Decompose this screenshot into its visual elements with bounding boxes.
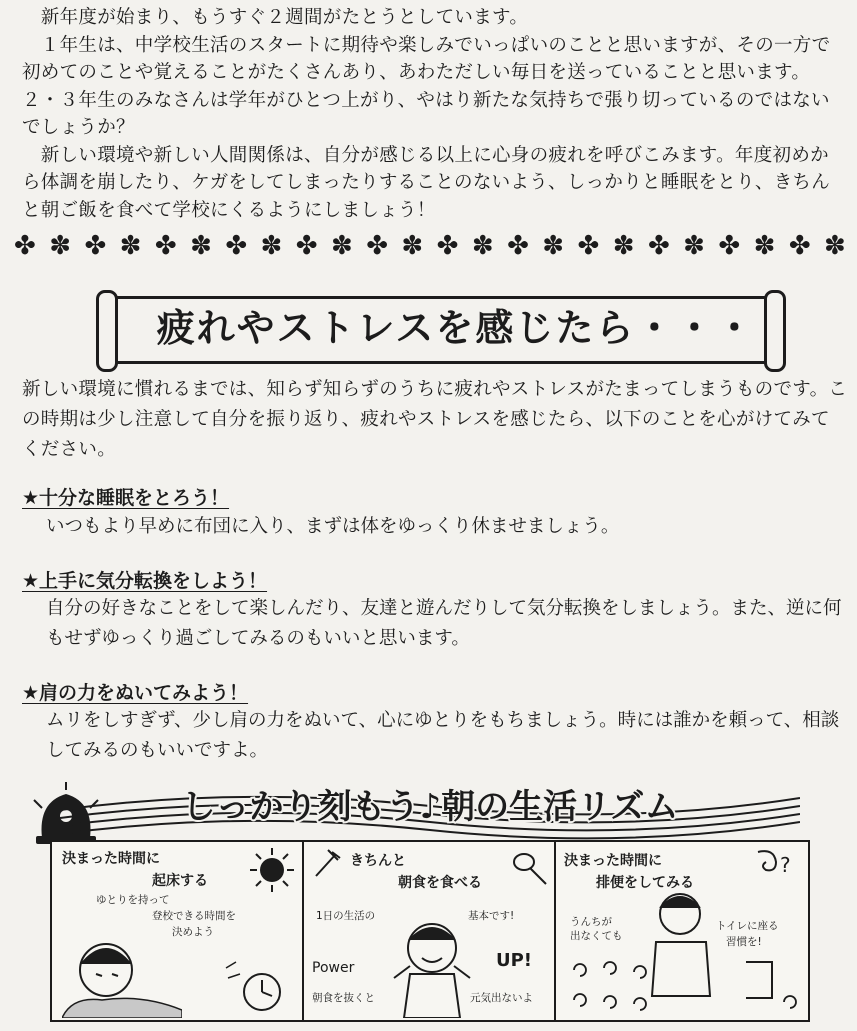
toilet-child-illustration	[560, 892, 804, 1018]
panel-2-note-1: 1日の生活の	[316, 910, 376, 922]
clover-icon: ✤	[14, 231, 36, 261]
panel-2-title-line2: 朝食を食べる	[398, 875, 482, 891]
intro-text	[22, 4, 844, 224]
panel-1-note-1: ゆとりを持って	[96, 894, 170, 906]
tip-title-sleep: ★十分な睡眠をとろう！	[22, 487, 230, 509]
panel-2-note-6: 元気出ないよ	[470, 992, 533, 1004]
clover-icon: ✽	[612, 231, 635, 261]
waking-child-illustration	[62, 930, 182, 1018]
clover-icon: ✽	[49, 231, 72, 261]
banner-title: しっかり刻もう♪朝の生活リズム	[181, 787, 679, 827]
tip-body-refresh: 自分の好きなことをして楽しんだり、友達と遊んだりして気分転換をしましょう。また、逆に何もせずゆっくり過ごしてみるのもいいと思います。	[46, 598, 842, 649]
tip-body-relax: ムリをしすぎず、少し肩の力をぬいて、心にゆとりをもちましょう。時には誰かを頼って、相談してみるのもいいですよ。	[46, 710, 840, 761]
intro-paragraph-1: 新年度が始まり、もうすぐ２週間がたとうとしています。	[22, 7, 529, 28]
spiral-icon	[746, 846, 802, 892]
clover-icon: ✤	[366, 231, 388, 261]
clover-divider	[14, 233, 846, 259]
lead-paragraph: 新しい環境に慣れるまでは、知らず知らずのうちに疲れやストレスがたまってしまうものです。この時期は少し注意して自分を振り返り、疲れやストレスを感じたら、以下のことを心がけてみてください。	[22, 379, 848, 460]
sun-icon	[248, 846, 296, 894]
clover-icon: ✤	[225, 231, 248, 261]
panel-toilet	[554, 840, 810, 1022]
clover-icon: ✤	[718, 231, 741, 261]
tip-title-relax: ★肩の力をぬいてみよう！	[22, 682, 249, 704]
happy-child-illustration	[384, 908, 480, 1018]
intro-paragraph-3: 新しい環境や新しい人間関係は、自分が感じる以上に心身の疲れを呼びこみます。年度初めから体調を崩したり、ケガをしてしまったりすることのないよう、しっかりと睡眠をとり、きちんと朝ご飯を食べて学校にくるようにしましょう！	[22, 144, 831, 221]
panel-2-note-2: 基本です!	[468, 910, 515, 922]
panel-3-note-1: うんちが	[570, 916, 612, 928]
panel-1-title-line2: 起床する	[152, 873, 208, 889]
tip-body-sleep: いつもより早めに布団に入り、まずは体をゆっくり休ませましょう。	[46, 516, 620, 537]
clover-icon: ✽	[753, 231, 776, 261]
panel-1-note-2: 登校できる時間を	[152, 910, 236, 922]
clover-icon: ✤	[788, 231, 811, 261]
clover-icon: ✤	[295, 231, 318, 261]
panel-1-title-line1: 決まった時間に	[62, 851, 160, 867]
clover-icon: ✽	[330, 231, 353, 261]
panel-3-title-line2: 排便をしてみる	[596, 875, 694, 891]
clover-icon: ✤	[436, 231, 459, 261]
panel-wake-up	[50, 840, 306, 1022]
clover-icon: ✤	[647, 231, 670, 261]
scroll-roll-left	[96, 290, 118, 372]
clover-icon: ✽	[542, 231, 565, 261]
spoon-icon	[510, 848, 550, 888]
clover-icon: ✽	[683, 231, 705, 261]
clover-icon: ✤	[154, 231, 177, 261]
panel-2-title-line1: きちんと	[350, 853, 406, 869]
panel-1-note-3: 決めよう	[172, 926, 214, 938]
panel-3-title-line1: 決まった時間に	[564, 853, 662, 869]
panel-3-note-2: 出なくても	[570, 930, 623, 942]
clover-icon: ✽	[119, 231, 142, 261]
clover-icon: ✤	[577, 231, 600, 261]
clover-icon: ✽	[471, 231, 494, 261]
panel-2-up: UP!	[496, 950, 533, 971]
heading-scroll	[96, 290, 786, 368]
panel-2-power: Power	[312, 960, 355, 976]
intro-paragraph-2: １年生は、中学校生活のスタートに期待や楽しみでいっぱいのことと思いますが、その一方で初めてのことや覚えることがたくさんあり、あわただしい毎日を送っていることと思います。２・３年生のみなさんは学年がひとつ上がり、やはり新たな気持ちで張り切っているのではないでしょうか？	[22, 34, 831, 138]
section-heading: 疲れやストレスを感じたら・・・	[156, 306, 756, 350]
clover-icon: ✽	[401, 231, 424, 261]
clover-icon: ✽	[260, 231, 283, 261]
panel-3-note-3: トイレに座る	[716, 920, 779, 932]
clover-icon: ✽	[190, 231, 212, 261]
panel-2-note-5: 朝食を抜くと	[312, 992, 375, 1004]
tip-title-refresh: ★上手に気分転換をしよう！	[22, 570, 268, 592]
fork-icon	[310, 848, 350, 878]
clover-icon: ✤	[84, 231, 107, 261]
clover-icon: ✽	[824, 231, 846, 261]
panel-3-note-4: 習慣を!	[726, 936, 762, 948]
svg-text:?: ?	[780, 853, 791, 877]
panel-breakfast	[302, 840, 558, 1022]
clock-illustration	[222, 950, 294, 1016]
clover-icon: ✤	[507, 231, 529, 261]
rhythm-banner	[60, 780, 800, 840]
